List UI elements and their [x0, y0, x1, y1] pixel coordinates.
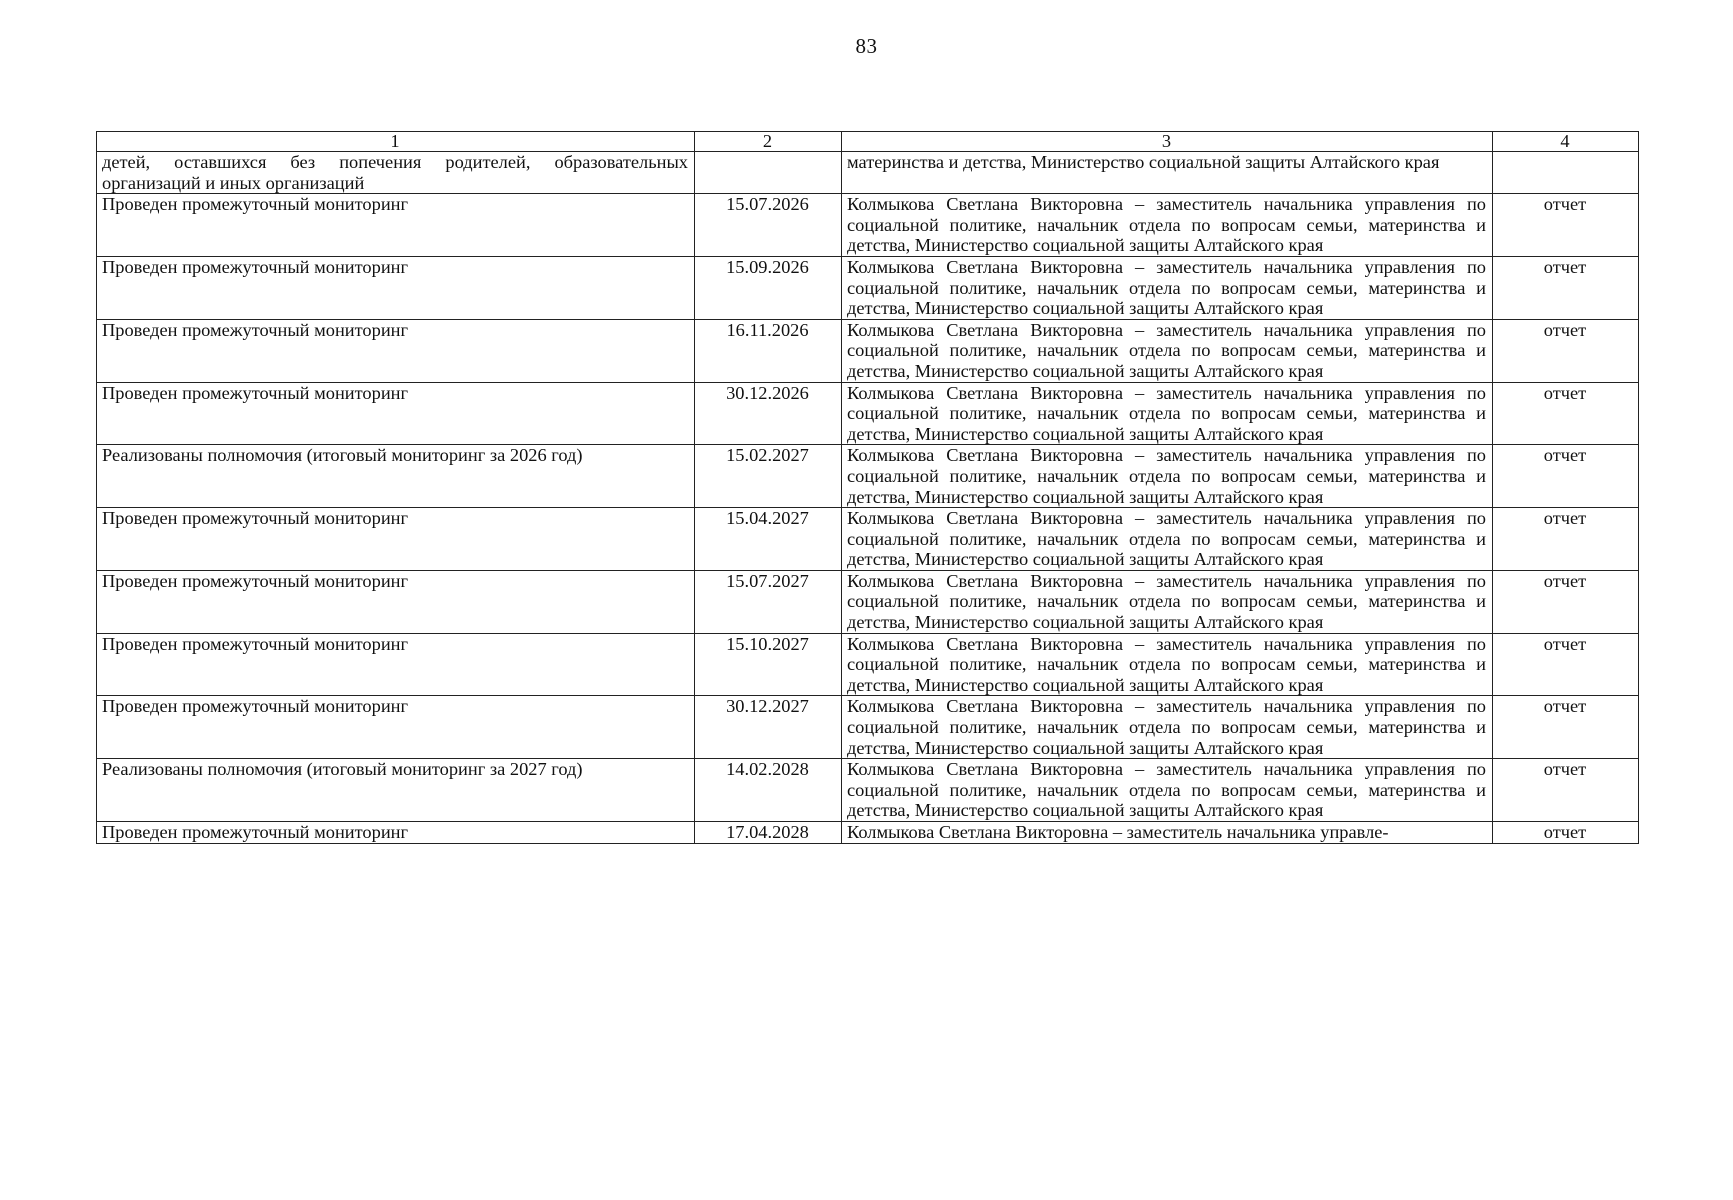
- column-header: 2: [695, 132, 842, 152]
- event-cell: Проведен промежуточный мониторинг: [97, 696, 695, 759]
- event-cell: Проведен промежуточный мониторинг: [97, 382, 695, 445]
- document-cell: отчет: [1493, 822, 1639, 844]
- document-cell: отчет: [1493, 445, 1639, 508]
- responsible-cell: материнства и детства, Министерство социальной защиты Алтайского края: [842, 152, 1493, 194]
- date-cell: 17.04.2028: [695, 822, 842, 844]
- date-cell: [695, 152, 842, 194]
- date-cell: 30.12.2027: [695, 696, 842, 759]
- responsible-cell: Колмыкова Светлана Викторовна – заместитель начальника управления по социальной политике, начальник отдела по вопросам семьи, материнства и детства, Министерство социальной защиты Алтайского края: [842, 570, 1493, 633]
- event-cell: Проведен промежуточный мониторинг: [97, 570, 695, 633]
- date-cell: 15.10.2027: [695, 633, 842, 696]
- document-cell: отчет: [1493, 319, 1639, 382]
- table-row: [97, 445, 1639, 508]
- table-row: [97, 508, 1639, 571]
- responsible-cell: Колмыкова Светлана Викторовна – заместитель начальника управле-: [842, 822, 1493, 844]
- responsible-cell: Колмыкова Светлана Викторовна – заместитель начальника управления по социальной политике, начальник отдела по вопросам семьи, материнства и детства, Министерство социальной защиты Алтайского края: [842, 382, 1493, 445]
- document-cell: отчет: [1493, 382, 1639, 445]
- date-cell: 16.11.2026: [695, 319, 842, 382]
- date-cell: 15.04.2027: [695, 508, 842, 571]
- event-cell: Проведен промежуточный мониторинг: [97, 508, 695, 571]
- event-cell: Проведен промежуточный мониторинг: [97, 256, 695, 319]
- date-cell: 15.07.2027: [695, 570, 842, 633]
- table-row: [97, 822, 1639, 844]
- responsible-cell: Колмыкова Светлана Викторовна – заместитель начальника управления по социальной политике, начальник отдела по вопросам семьи, материнства и детства, Министерство социальной защиты Алтайского края: [842, 256, 1493, 319]
- date-cell: 15.02.2027: [695, 445, 842, 508]
- table-row: [97, 696, 1639, 759]
- date-cell: 15.07.2026: [695, 194, 842, 257]
- column-header: 3: [842, 132, 1493, 152]
- responsible-cell: Колмыкова Светлана Викторовна – заместитель начальника управления по социальной политике, начальник отдела по вопросам семьи, материнства и детства, Министерство социальной защиты Алтайского края: [842, 508, 1493, 571]
- page-number: 83: [855, 34, 878, 58]
- column-header: 1: [97, 132, 695, 152]
- document-cell: отчет: [1493, 256, 1639, 319]
- responsible-cell: Колмыкова Светлана Викторовна – заместитель начальника управления по социальной политике, начальник отдела по вопросам семьи, материнства и детства, Министерство социальной защиты Алтайского края: [842, 445, 1493, 508]
- document-cell: отчет: [1493, 570, 1639, 633]
- schedule-table: [96, 131, 1639, 844]
- document-cell: отчет: [1493, 633, 1639, 696]
- responsible-cell: Колмыкова Светлана Викторовна – заместитель начальника управления по социальной политике, начальник отдела по вопросам семьи, материнства и детства, Министерство социальной защиты Алтайского края: [842, 319, 1493, 382]
- header-row: [97, 132, 1639, 152]
- responsible-cell: Колмыкова Светлана Викторовна – заместитель начальника управления по социальной политике, начальник отдела по вопросам семьи, материнства и детства, Министерство социальной защиты Алтайского края: [842, 194, 1493, 257]
- table-row: [97, 194, 1639, 257]
- event-cell: Реализованы полномочия (итоговый мониторинг за 2026 год): [97, 445, 695, 508]
- event-cell: Проведен промежуточный мониторинг: [97, 633, 695, 696]
- document-cell: отчет: [1493, 759, 1639, 822]
- responsible-cell: Колмыкова Светлана Викторовна – заместитель начальника управления по социальной политике, начальник отдела по вопросам семьи, материнства и детства, Министерство социальной защиты Алтайского края: [842, 759, 1493, 822]
- responsible-cell: Колмыкова Светлана Викторовна – заместитель начальника управления по социальной политике, начальник отдела по вопросам семьи, материнства и детства, Министерство социальной защиты Алтайского края: [842, 696, 1493, 759]
- event-cell: Реализованы полномочия (итоговый мониторинг за 2027 год): [97, 759, 695, 822]
- document-cell: отчет: [1493, 194, 1639, 257]
- responsible-cell: Колмыкова Светлана Викторовна – заместитель начальника управления по социальной политике, начальник отдела по вопросам семьи, материнства и детства, Министерство социальной защиты Алтайского края: [842, 633, 1493, 696]
- event-cell: детей, оставшихся без попечения родителей, образовательных организаций и иных организаций: [97, 152, 695, 194]
- table-row: [97, 319, 1639, 382]
- column-header: 4: [1493, 132, 1639, 152]
- event-cell: Проведен промежуточный мониторинг: [97, 822, 695, 844]
- document-cell: отчет: [1493, 508, 1639, 571]
- table-row: [97, 633, 1639, 696]
- event-cell: Проведен промежуточный мониторинг: [97, 319, 695, 382]
- date-cell: 14.02.2028: [695, 759, 842, 822]
- event-cell: Проведен промежуточный мониторинг: [97, 194, 695, 257]
- date-cell: 15.09.2026: [695, 256, 842, 319]
- table-row: [97, 256, 1639, 319]
- table-row: [97, 382, 1639, 445]
- table-row-continued: [97, 152, 1639, 194]
- table-row: [97, 759, 1639, 822]
- table-row: [97, 570, 1639, 633]
- date-cell: 30.12.2026: [695, 382, 842, 445]
- document-cell: отчет: [1493, 696, 1639, 759]
- document-cell: [1493, 152, 1639, 194]
